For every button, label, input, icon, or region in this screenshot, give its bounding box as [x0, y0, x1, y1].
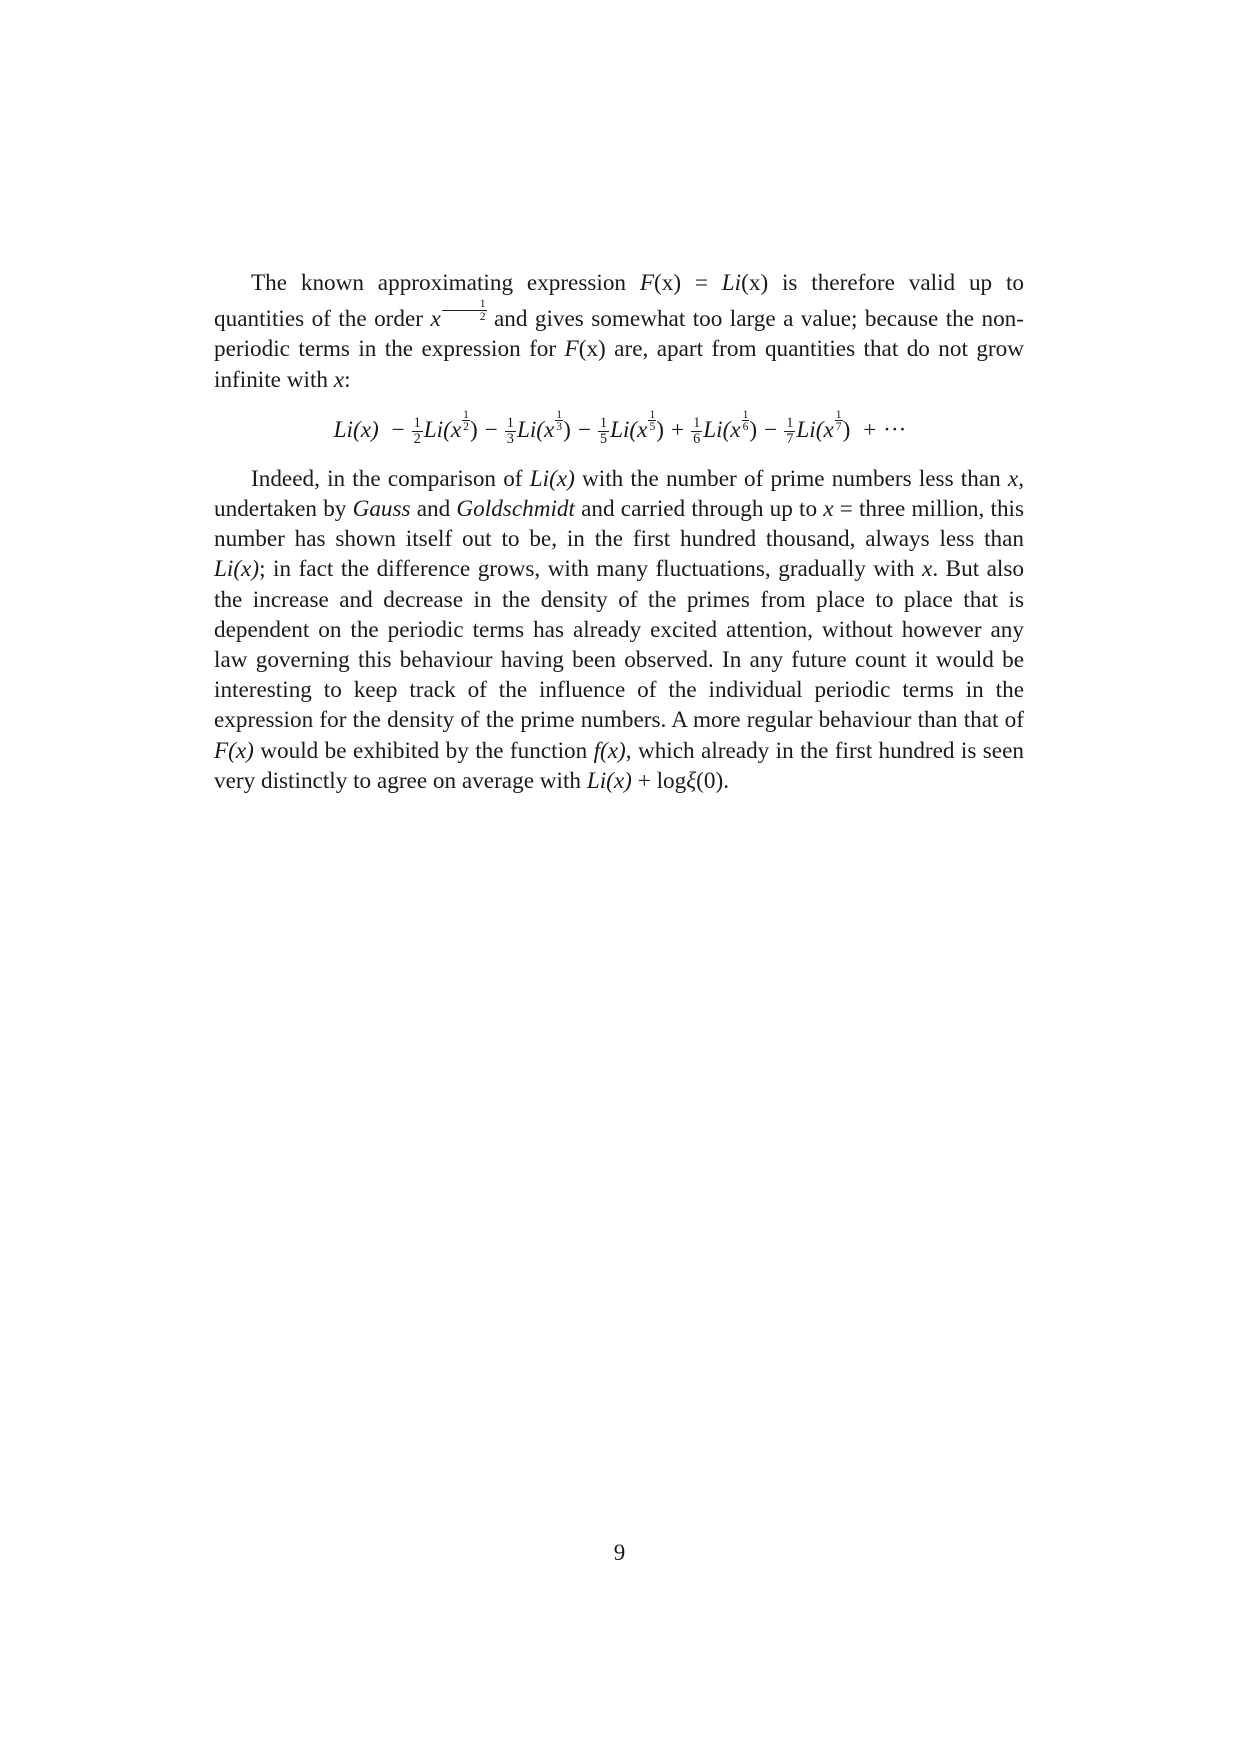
fraction-denominator: 7 — [786, 430, 794, 447]
closing-paren: ) — [842, 416, 851, 443]
text-run: , which already in the first hundred is seen very distinctly to agree on average with — [214, 737, 1024, 794]
fraction-numerator: 1 — [413, 414, 421, 431]
function-call: Li(x — [610, 416, 648, 443]
equation-tail-operator: + — [863, 416, 877, 443]
fraction-denominator: 2 — [463, 420, 469, 434]
paragraph-1 — [214, 268, 1024, 395]
math-F-of-x — [565, 336, 606, 362]
coefficient-fraction — [412, 416, 423, 447]
text-run: , undertaken by — [214, 465, 1025, 522]
fraction-denominator: 5 — [649, 420, 656, 434]
math-equals: = — [681, 270, 722, 296]
fraction-numerator: 1 — [599, 414, 608, 431]
text-run: is therefore valid up to quantities of the order — [214, 270, 1024, 333]
coefficient-fraction — [505, 416, 516, 447]
text-run: ; in fact the difference grows, with many fluctuations, gradually with — [259, 556, 923, 583]
math-Li-of-x: Li(x) — [586, 767, 632, 794]
display-equation — [214, 408, 1024, 452]
text-run: Indeed, in the comparison of — [251, 465, 530, 492]
text-run: and carried through up to — [574, 495, 824, 522]
name-goldschmidt: Goldschmidt — [456, 495, 575, 522]
text-run: = three million, this number has shown itself out to be, in the first hundred thousand, always less than — [214, 495, 1024, 553]
equation-term — [784, 408, 850, 452]
math-symbol: F — [564, 336, 579, 363]
fraction-denominator: 2 — [479, 309, 486, 323]
text-run: are, apart from quantities that do not grow infinite with — [214, 336, 1024, 393]
exponent-fraction — [442, 298, 487, 322]
function-call: Li(x — [423, 416, 462, 443]
equation-operator: − — [577, 416, 591, 443]
equation-operator: − — [391, 416, 405, 443]
fraction-denominator: 2 — [413, 430, 421, 447]
paragraph-2 — [214, 464, 1024, 796]
exponent-fraction — [835, 409, 843, 433]
fraction-denominator: 6 — [742, 420, 749, 434]
fraction-numerator: 1 — [786, 414, 794, 431]
math-arg: (x) — [654, 270, 682, 296]
math-Li-of-x: Li(x) — [529, 465, 575, 492]
math-x: x — [333, 366, 345, 393]
text-run: and gives somewhat too large a value; because the non-periodic terms in the expression for — [214, 306, 1024, 363]
equation-terms — [385, 407, 851, 447]
exponent-fraction — [462, 409, 470, 433]
text-run: and — [410, 495, 457, 522]
function-call: Li(x — [796, 416, 834, 443]
fraction-numerator: 1 — [442, 298, 487, 311]
fraction-numerator: 1 — [693, 414, 701, 431]
math-Li-of-x — [722, 270, 768, 296]
fraction-denominator: 7 — [835, 420, 842, 434]
text-run: . But also the increase and decrease in the density of the primes from place to place that is dependent on the periodic terms has already excited attention, without however any law governing this behaviour having been observed. In any future count it would be interesting to keep track of the influence of the individual periodic terms in the expression for the density of the prime numbers. A more regular behaviour than that of — [214, 556, 1024, 734]
text-run: The known approximating expression — [251, 270, 640, 296]
coefficient-fraction — [598, 416, 609, 447]
name-gauss: Gauss — [352, 495, 411, 522]
math-xi: ξ — [686, 767, 697, 794]
math-log: log — [656, 767, 687, 794]
math-x: x — [823, 495, 834, 522]
equation-term — [412, 408, 478, 452]
exponent-fraction — [555, 409, 563, 433]
body-text — [214, 268, 1024, 796]
equation-ellipsis: ··· — [883, 416, 907, 443]
coefficient-fraction — [784, 416, 795, 447]
math-f-of-x: f(x) — [593, 737, 626, 764]
equation-term — [691, 408, 757, 452]
text-run: : — [344, 366, 351, 393]
text-run: . — [723, 767, 729, 794]
equation-lead-term: Li(x) — [333, 416, 379, 443]
text-run: with the number of prime numbers less than — [574, 465, 1008, 492]
math-arg: (0) — [696, 767, 724, 794]
math-x: x — [1007, 465, 1019, 492]
fraction-numerator: 1 — [556, 407, 563, 421]
closing-paren: ) — [749, 416, 758, 443]
math-plus: + — [631, 767, 657, 794]
fraction-numerator: 1 — [835, 407, 842, 421]
fraction-denominator: 5 — [599, 430, 608, 447]
math-arg: (x) — [578, 336, 606, 363]
function-call: Li(x — [516, 416, 555, 443]
function-call: Li(x — [703, 416, 741, 443]
math-x: x — [922, 556, 933, 583]
fraction-numerator: 1 — [463, 407, 469, 421]
equation-operator: + — [670, 416, 685, 443]
fraction-numerator: 1 — [649, 407, 656, 421]
math-symbol: F — [639, 270, 655, 296]
fraction-denominator: 6 — [693, 430, 701, 447]
equation-term — [505, 408, 571, 452]
math-F-of-x — [640, 270, 681, 296]
fraction-denominator: 3 — [556, 420, 563, 434]
fraction-numerator: 1 — [506, 414, 514, 431]
fraction-numerator: 1 — [742, 407, 749, 421]
math-symbol: x — [430, 306, 441, 333]
equation-operator: − — [484, 416, 498, 443]
math-symbol: Li — [721, 270, 742, 296]
closing-paren: ) — [469, 416, 478, 443]
math-x-to-one-half — [430, 297, 486, 333]
text-run: would be exhibited by the function — [253, 737, 594, 764]
equation-operator: − — [764, 416, 778, 443]
math-Li-of-x: Li(x) — [214, 556, 260, 583]
math-arg: (x) — [741, 270, 769, 296]
page-number: 9 — [613, 1540, 626, 1565]
math-F-of-x: F(x) — [214, 737, 254, 764]
equation-term — [598, 408, 664, 452]
fraction-denominator: 3 — [506, 430, 514, 447]
coefficient-fraction — [691, 416, 702, 447]
closing-paren: ) — [656, 416, 664, 443]
closing-paren: ) — [563, 416, 571, 443]
